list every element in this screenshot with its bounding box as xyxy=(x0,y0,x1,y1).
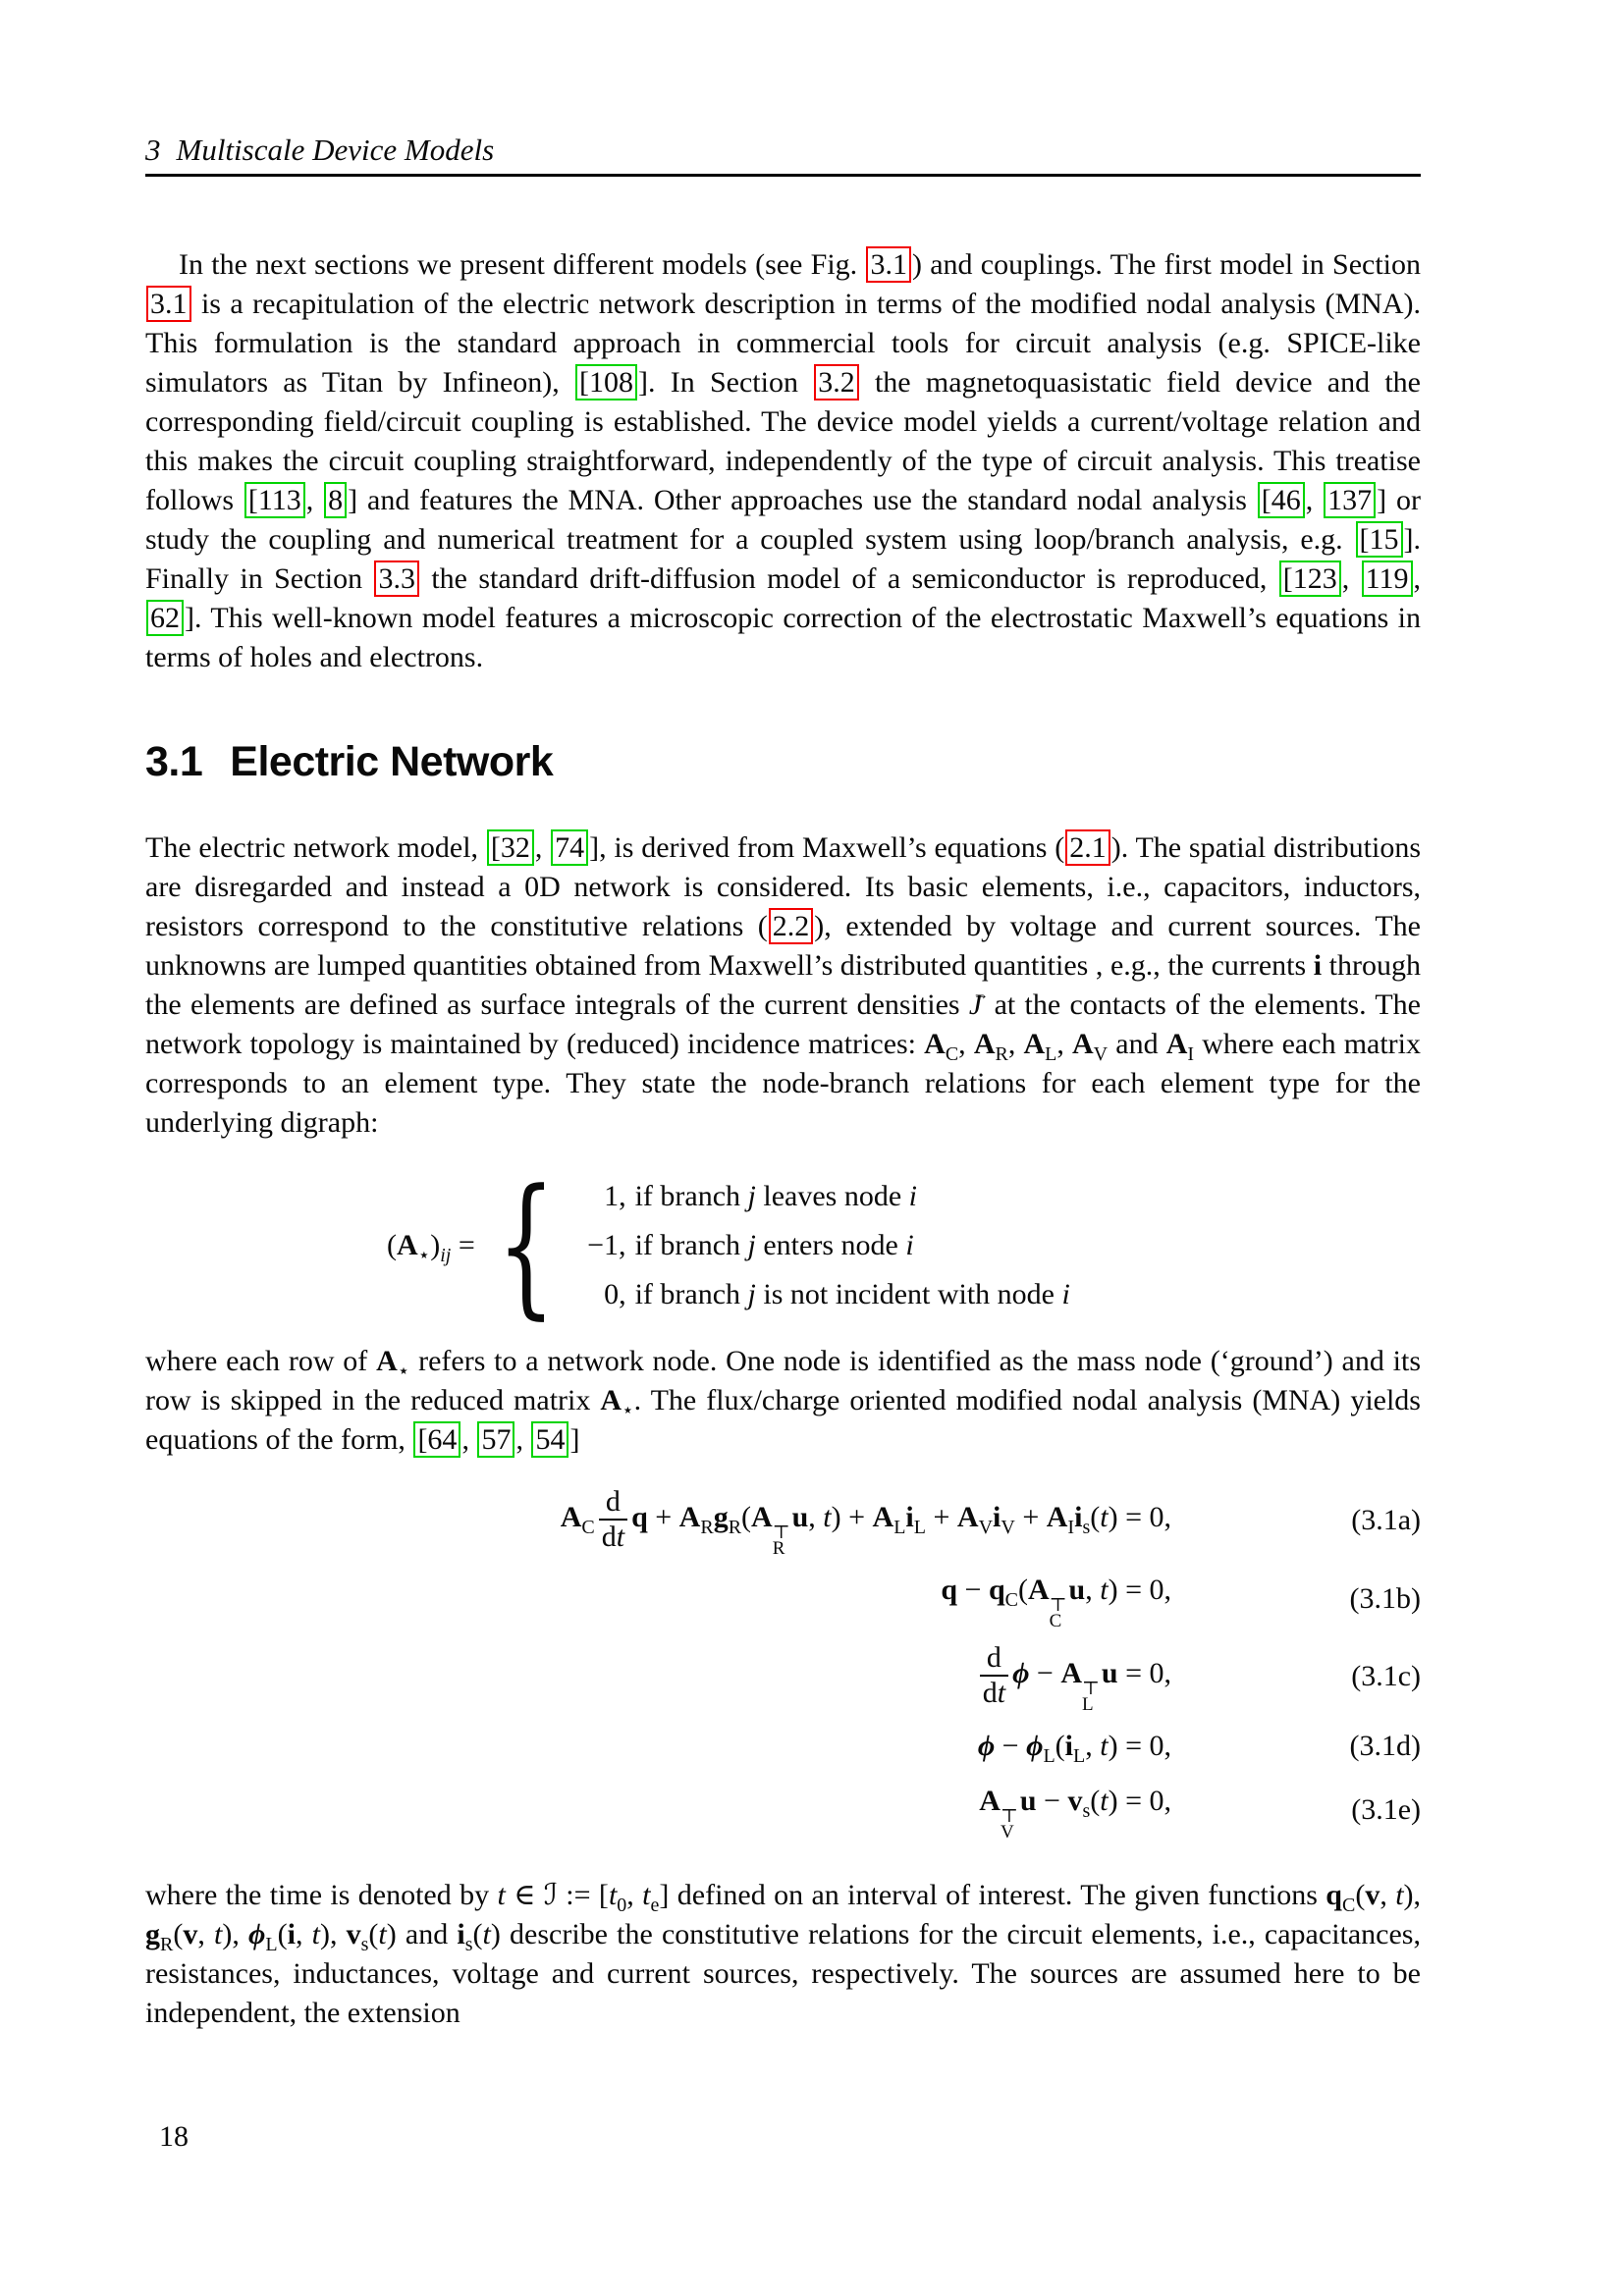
math-run: V xyxy=(978,1516,994,1538)
citation-link[interactable]: [32 xyxy=(487,829,534,866)
case-row xyxy=(571,1176,1070,1216)
math-run: C xyxy=(1004,1588,1018,1611)
running-head-title: Multiscale Device Models xyxy=(176,133,495,167)
math-run: J → xyxy=(969,988,982,1021)
math-run: s xyxy=(1082,1516,1091,1538)
page-number: 18 xyxy=(159,2119,189,2153)
cases-rows xyxy=(571,1176,1070,1314)
equation-block xyxy=(145,1485,1421,1841)
math-run: L xyxy=(1043,1744,1055,1767)
math-run: A xyxy=(600,1384,622,1416)
math-run: A xyxy=(397,1228,418,1261)
citation-link[interactable]: [64 xyxy=(413,1421,460,1458)
cases-left-hand-side: $(A_⋆)_{ij}$ = xyxy=(387,1228,475,1266)
math-run: A xyxy=(1046,1500,1068,1533)
math-run: C xyxy=(581,1516,595,1538)
math-run: L xyxy=(1073,1744,1086,1767)
sup-sub-stack: ⊤ V xyxy=(1000,1805,1018,1842)
math-run: t xyxy=(1100,1500,1109,1533)
section-title: Electric Network xyxy=(230,738,554,785)
math-run: ϕ xyxy=(248,1917,266,1950)
math-run: t xyxy=(482,1917,491,1950)
citation-link[interactable]: 54 xyxy=(531,1421,568,1458)
math-run: A xyxy=(956,1500,979,1533)
equation-label: (3.1e) xyxy=(1351,1792,1421,1826)
math-run: i xyxy=(1061,1278,1070,1310)
math-run: A xyxy=(872,1500,894,1533)
math-run: ⋆ xyxy=(417,1244,431,1266)
math-run: A xyxy=(979,1784,1001,1817)
math-run: A xyxy=(751,1500,773,1533)
citation-link[interactable]: [108 xyxy=(575,364,637,400)
math-run: j xyxy=(747,1229,756,1261)
math-run: q xyxy=(988,1573,1005,1606)
math-run: ⋆ xyxy=(622,1400,634,1421)
math-run: L xyxy=(913,1516,926,1538)
math-run: i xyxy=(1074,1500,1083,1533)
equation-body: A ⊤ V $u - v_s(t) = 0$, xyxy=(979,1784,1171,1842)
section-ref-link[interactable]: 2.1 xyxy=(1065,829,1110,866)
citation-link[interactable]: [46 xyxy=(1258,482,1305,518)
math-run: t xyxy=(823,1500,832,1533)
case-row xyxy=(571,1274,1070,1314)
equation-body: $q - q_C(A$ ⊤ C u, t) = 0, xyxy=(941,1573,1171,1631)
running-head xyxy=(145,135,1421,177)
math-run: i xyxy=(908,1180,917,1212)
sup-sub-stack: ⊤ L xyxy=(1082,1678,1100,1715)
math-run: L xyxy=(265,1933,278,1955)
math-run: ϕ xyxy=(977,1729,996,1762)
math-run: v xyxy=(183,1917,198,1950)
math-run: C xyxy=(945,1043,959,1065)
case-condition: if branch j enters node i xyxy=(634,1229,914,1261)
math-run: t xyxy=(497,1878,506,1911)
math-run: 0 xyxy=(617,1894,627,1916)
equation-row xyxy=(145,1641,1421,1713)
math-run: i xyxy=(905,1500,914,1533)
math-run: t xyxy=(1100,1784,1109,1817)
math-run: R xyxy=(160,1933,174,1955)
paragraph-electric-network: The electric network model, [32 , 74 ], is derived from Maxwell’s equations ( 2.1 ). The spatial distributions are disregarded and instead a 0D network is considered. Its basic elements, i.e., capacitors, inductors, resistors correspond to the constitutive relations ( 2.2 ), extended by voltage and current sources. The unknowns are lumped quantities obtained from Maxwell’s distributed quantities , e.g., the currents i through the elements are defined as surface integrals of the current densities J → at the contacts of the elements. The network topology is maintained by (reduced) incidence matrices: $A_C$, $A_R$, $A_L$, $A_V$ and $A_I$ where each matrix corresponds to an element type. They state the node-branch relations for each element type for the underlying digraph: xyxy=(145,828,1421,1143)
math-run: q xyxy=(941,1573,958,1606)
math-run: I xyxy=(1187,1043,1195,1065)
sup-sub-stack: ⊤ R xyxy=(772,1522,790,1559)
fraction: $\frac{d}{dt}$ xyxy=(980,1641,1008,1710)
math-run: i xyxy=(287,1917,296,1950)
math-run: i xyxy=(993,1500,1001,1533)
math-run: t xyxy=(997,1676,1006,1709)
math-run: g xyxy=(713,1500,729,1533)
math-run: t xyxy=(214,1917,223,1950)
math-run: t xyxy=(642,1878,651,1911)
citation-link[interactable]: 119 xyxy=(1362,561,1413,597)
math-run: i xyxy=(1313,949,1323,982)
running-head-chapter-number: 3 xyxy=(145,133,161,167)
math-run: t xyxy=(1100,1573,1109,1606)
citation-link[interactable]: [123 xyxy=(1279,561,1341,597)
math-run: s xyxy=(1082,1799,1091,1822)
math-run: A xyxy=(560,1500,582,1533)
citation-link[interactable]: 137 xyxy=(1324,482,1376,518)
paragraph-mna: where each row of $A_⋆$ refers to a network node. One node is identified as the mass node (‘ground’) and its row is skipped in the reduced matrix $A_⋆$. The flux/charge oriented modified nodal analysis (MNA) yields equations of the form, [64 , 57 , 54 ] xyxy=(145,1345,1421,1456)
math-run: t xyxy=(616,1521,625,1553)
section-heading xyxy=(145,738,1421,785)
math-run: u xyxy=(1068,1573,1086,1606)
math-run: q xyxy=(631,1500,648,1533)
math-run: v xyxy=(1067,1784,1083,1817)
math-run: A xyxy=(1023,1028,1046,1060)
math-run: A xyxy=(1060,1656,1083,1689)
fraction: $\frac{d}{dt}$ xyxy=(599,1485,627,1554)
section-ref-link[interactable]: 3.3 xyxy=(374,561,419,597)
citation-link[interactable]: [15 xyxy=(1356,521,1403,558)
math-run: t xyxy=(608,1878,618,1911)
math-run: u xyxy=(1019,1784,1037,1817)
math-run: q xyxy=(1325,1878,1342,1911)
math-run: u xyxy=(1101,1656,1118,1689)
math-run: ϕ xyxy=(1026,1729,1044,1762)
paragraph-time-interval: where the time is denoted by t ∈ ℐ := [$t_0$, $t_e$] defined on an interval of interest. The given functions $q_C(v$, t), $g_R(v$, t), $\phi_L(i$, t), $v_s(t)$ and $i_s(t)$ describe the constitutive relations for the circuit elements, i.e., capacitances, resistances, inductances, voltage and current sources, respectively. The sources are assumed here to be independent, the extension xyxy=(145,1877,1422,2029)
case-value: −1, xyxy=(587,1229,626,1261)
incidence-matrix-definition xyxy=(387,1155,1421,1334)
equation-label: (3.1a) xyxy=(1351,1504,1421,1537)
equation-row xyxy=(145,1569,1421,1629)
math-run: R xyxy=(995,1043,1008,1065)
equation-label: (3.1b) xyxy=(1349,1581,1421,1615)
case-row xyxy=(571,1225,1070,1265)
math-run: s xyxy=(464,1933,473,1955)
citation-link[interactable]: [113 xyxy=(244,482,305,518)
math-run: v xyxy=(346,1917,361,1950)
math-run: A xyxy=(1165,1028,1188,1060)
math-run: t xyxy=(1100,1729,1109,1762)
citation-link[interactable]: 74 xyxy=(551,829,588,866)
case-value: 0, xyxy=(604,1278,626,1310)
case-condition: if branch j leaves node i xyxy=(634,1180,917,1212)
equation-body: $\phi - \phi_L(i_L$, t) = 0, xyxy=(977,1729,1171,1767)
sup-sub-stack: ⊤ C xyxy=(1049,1594,1067,1631)
math-run: ij xyxy=(440,1244,452,1266)
equation-body: $A_C$ $\frac{d}{dt}$ $q + A_Rg_R(A$ ⊤ R u, $t) + A_Li_L + A_Vi_V + A_Ii_s(t) = 0$, xyxy=(560,1485,1171,1559)
citation-link[interactable]: 8 xyxy=(324,482,347,518)
math-run: e xyxy=(650,1894,660,1916)
math-run: t xyxy=(378,1917,387,1950)
math-run: i xyxy=(905,1229,914,1261)
math-run: L xyxy=(893,1516,906,1538)
math-run: j xyxy=(747,1180,756,1212)
math-run: s xyxy=(360,1933,369,1955)
math-run: t xyxy=(311,1917,320,1950)
section-ref-link[interactable]: 3.2 xyxy=(814,364,859,400)
math-run: A xyxy=(1028,1573,1050,1606)
equation-row xyxy=(145,1485,1421,1557)
equation-row xyxy=(145,1780,1421,1841)
equation-body: $\frac{d}{dt}$ ϕ − A ⊤ L u = 0, xyxy=(976,1657,1171,1689)
math-run: A xyxy=(1072,1028,1094,1060)
equation-label: (3.1d) xyxy=(1349,1729,1421,1762)
math-run: V xyxy=(1001,1516,1015,1538)
paragraph-intro: In the next sections we present different models (see Fig. 3.1 ) and couplings. The first model in Section 3.1 is a recapitulation of the electric network description in terms of the modified nodal analysis (MNA). This formulation is the standard approach in commercial tools for circuit analysis (e.g. SPICE-like simulators as Titan by Infineon), [108 ]. In Section 3.2 the magnetoquasistatic field device and the corresponding field/circuit coupling is established. The device model yields a current/voltage relation and this makes the circuit coupling straightforward, independently of the type of circuit analysis. This treatise follows [113 , 8 ] and features the MNA. Other approaches use the standard nodal analysis [46 , 137 ] or study the coupling and numerical treatment for a coupled system using loop/branch analysis, e.g. [15 ]. Finally in Section 3.3 the standard drift-diffusion model of a semiconductor is reproduced, [123 , 119 , 62 ]. This well-known model features a microscopic correction of the electrostatic Maxwell’s equations in terms of holes and electrons. xyxy=(145,248,1422,673)
math-run: ϕ xyxy=(1012,1656,1030,1689)
math-run: A xyxy=(973,1028,996,1060)
math-run: ℐ xyxy=(543,1877,558,1912)
math-run: A xyxy=(376,1345,398,1377)
math-run: R xyxy=(728,1516,742,1538)
equation-label: (3.1c) xyxy=(1351,1660,1421,1693)
math-run: R xyxy=(700,1516,714,1538)
equation-row xyxy=(145,1725,1421,1768)
math-run: ⋆ xyxy=(397,1361,410,1382)
section-ref-link[interactable]: 2.2 xyxy=(769,908,814,944)
section-number: 3.1 xyxy=(145,738,203,785)
math-run: i xyxy=(1064,1729,1074,1762)
math-run: g xyxy=(145,1917,160,1950)
case-condition: if branch j is not incident with node i xyxy=(634,1278,1070,1310)
math-run: L xyxy=(1045,1043,1057,1065)
math-run: u xyxy=(791,1500,809,1533)
section-ref-link[interactable]: 3.1 xyxy=(146,286,191,322)
math-run: C xyxy=(1341,1894,1356,1916)
cases-brace: { xyxy=(496,1155,556,1334)
math-run: I xyxy=(1067,1516,1075,1538)
math-run: i xyxy=(457,1917,465,1950)
section-ref-link[interactable]: 3.1 xyxy=(866,246,911,283)
math-run: V xyxy=(1093,1043,1109,1065)
math-run: A xyxy=(924,1028,946,1060)
citation-link[interactable]: 57 xyxy=(477,1421,514,1458)
case-value: 1, xyxy=(604,1180,626,1212)
citation-link[interactable]: 62 xyxy=(146,600,184,636)
math-run: t xyxy=(1395,1878,1404,1911)
math-run: A xyxy=(678,1500,701,1533)
math-run: j xyxy=(747,1278,756,1310)
math-run: v xyxy=(1365,1878,1380,1911)
